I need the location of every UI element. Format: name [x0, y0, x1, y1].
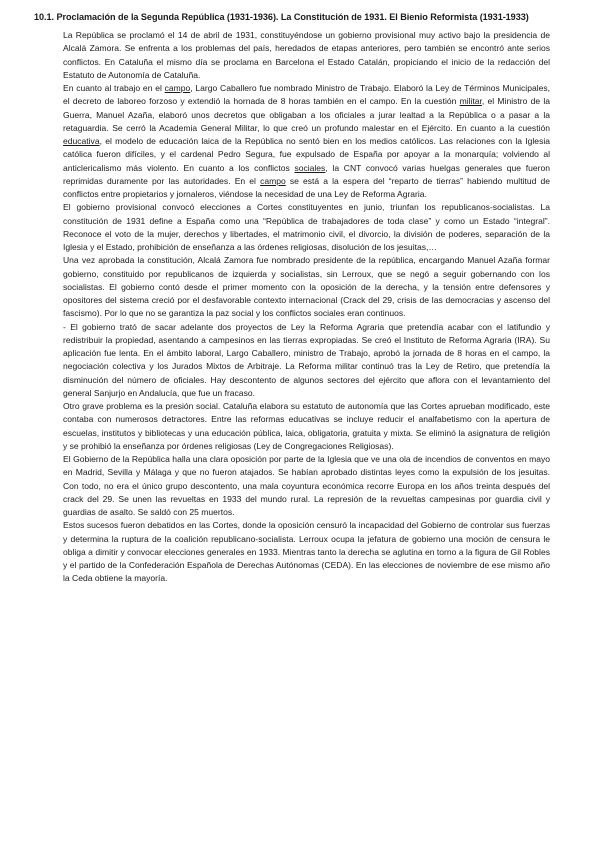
- underlined-term: campo: [164, 83, 191, 93]
- paragraph: El Gobierno de la República halla una clara oposición por parte de la Iglesia que ve una ola de incendios de conventos en mayo en Madrid, Sevilla y Málaga y que no fueron atajados. Se habían aprobado distintas leyes como la expulsión de los jesuitas. Con todo, no era el único grupo descontento, una mala coyuntura económica recorre Europa en los años treinta después del crack del 29. Se unen las revueltas en 1933 del mundo rural. La represión de la revueltas campesinas por guardia civil y guardias de asalto. Se saldó con 25 muertos.: [63, 454, 550, 517]
- text-run: , la CNT convocó varias huelgas generales que fueron reprimidas duramente por las autoridades. En el: [63, 162, 551, 186]
- text-run: se está a la espera del “reparto de tierras” habiendo multitud de conflictos entre propietarios y jornaleros, viéndose la necesidad de una Ley de Reforma Agraria.: [63, 175, 550, 199]
- underlined-term: sociales: [294, 162, 326, 173]
- text-run: En cuanto al trabajo en el: [63, 83, 165, 93]
- paragraph: La República se proclamó el 14 de abril de 1931, constituyéndose un gobierno provisional muy activo bajo la presidencia de Alcalá Zamora. Se enfrenta a los problemas del país, heredados de etapas anteriores, pero también se encontró ante serios conflictos. En Cataluña el mismo día se proclama en Barcelona el Estado Catalán, propiciando el inicio de la redacción del Estatuto de Autonomía de Cataluña.: [63, 30, 550, 80]
- text-run: , el Ministro de la Guerra, Manuel Azaña, elaboró unos decretos que obligaban a los oficiales a jurar lealtad a la República o a pasar a la retaguardia. Se cerró la Academia General Militar, lo que creó un profundo malestar en el Ejército. En cuanto a la cuestión: [63, 96, 550, 133]
- underlined-term: militar: [459, 96, 482, 107]
- paragraph: Estos sucesos fueron debatidos en las Cortes, donde la oposición censuró la incapacidad del Gobierno de controlar sus fuerzas y determina la ruptura de la coalición republicano-socialista. Lerroux ocupa la jefatura de gobierno una moción de censura le obliga a dimitir y convocar elecciones generales en 1933. Mientras tanto la derecha se aglutina en torno a la figura de Gil Robles y el partido de la Confederación Española de Derechas Autónomas (CEDA). En las elecciones de noviembre de ese mismo año la Ceda obtiene la mayoría.: [63, 520, 550, 584]
- paragraph: Una vez aprobada la constitución, Alcalá Zamora fue nombrado presidente de la república, encargando Manuel Azaña formar gobierno, constituido por republicanos de izquierda y socialistas, sin Lerroux, que se negó a seguir gobernando con los socialistas. El gobierno contó desde el primer momento con la oposición de la derecha, y la tensión entre defensores y opositores del sistema creció por el desfavorable contexto internacional (Crack del 29, crisis de las democracias y ascenso del fascismo). Por lo que no se garantiza la paz social y los conflictos sociales eran continuos.: [63, 255, 550, 319]
- underlined-term: campo: [260, 175, 286, 186]
- text-run: , el modelo de educación laica de la República no sentó bien en los medios católicos. Las relaciones con la Iglesia católica fueron difíciles, y el cardenal Pedro Segura, fue expulsado de España por apoyar a la monarquía; volviendo al anticlericalismo más violento. En cuanto a los conflictos: [63, 136, 550, 173]
- paragraph: El gobierno provisional convocó elecciones a Cortes constituyentes en junio, triunfan los republicanos-socialistas. La constitución de 1931 define a España como una “República de trabajadores de toda clase” y como un Estado “integral”. Reconoce el voto de la mujer, derechos y libertades, el matrimonio civil, el divorcio, la división de poderes, separación de la Iglesia y el Estado, prohibición de enseñanza a las órdenes religiosas, disolución de los jesuitas,…: [63, 202, 550, 252]
- text-run: , Largo Caballero fue nombrado Ministro de Trabajo. Elaboró la Ley de Términos Municipales, el decreto de laboreo forzoso y extendió la hornada de 8 horas también en el campo. En la cuestión: [63, 83, 551, 107]
- document-body: [63, 29, 550, 586]
- page-title: 10.1. Proclamación de la Segunda República (1931-1936). La Constitución de 1931. El Bienio Reformista (1931-1933): [34, 12, 529, 22]
- paragraph: Otro grave problema es la presión social. Cataluña elabora su estatuto de autonomía que las Cortes aprueban modificado, este contaba con numerosos detractores. Entre las reformas educativas se incluye reducir el analfabetismo con la apertura de escuelas, institutos y bibliotecas y una educación pública, laica, obligatoria, gratuita y mixta. Se eliminó la asignatura de religión y se prohibió la enseñanza por órdenes religiosas (Ley de Congregaciones Religiosas).: [63, 401, 550, 451]
- paragraph: - El gobierno trató de sacar adelante dos proyectos de Ley la Reforma Agraria que pretendía acabar con el latifundio y redistribuir la propiedad, asentando a campesinos en las tierras expropiadas. Se creó el Instituto de Reforma Agraria (IRA). Su aplicación fue lenta. En el ámbito laboral, Largo Caballero, ministro de Trabajo, aprobó la jornada de 8 horas en el campo, la negociación colectiva y los Jurados Mixtos de Arbitraje. La Reforma militar continuó tras la Ley de Retiro, que pretendía la disminución del número de oficiales. Hay descontento de algunos sectores del ejército que aflora con el levantamiento del general Sanjurjo en Andalucía, que fue un fracaso.: [63, 321, 550, 398]
- underlined-term: educativa: [63, 136, 100, 146]
- paragraph: [63, 82, 550, 201]
